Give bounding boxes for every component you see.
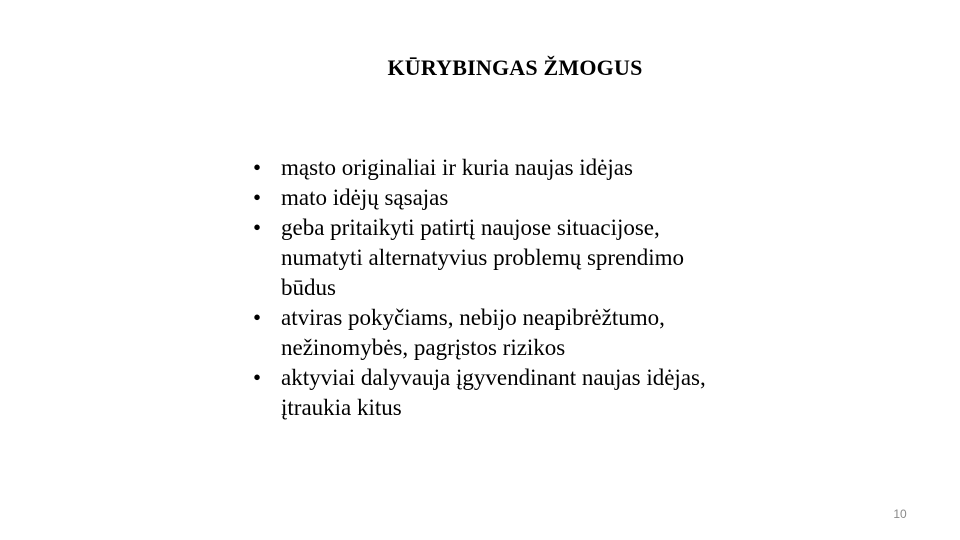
list-item-text: nežinomybės, pagrįstos rizikos: [281, 335, 566, 360]
list-item-text: įtraukia kitus: [281, 395, 402, 420]
list-item-text: atviras pokyčiams, nebijo neapibrėžtumo,: [281, 305, 665, 330]
list-item-text: aktyviai dalyvauja įgyvendinant naujas idėjas,: [281, 365, 706, 390]
bullet-marker: •: [253, 365, 262, 390]
list-item-text: mąsto originaliai ir kuria naujas idėjas: [281, 155, 633, 180]
list-item: [253, 363, 813, 423]
bullet-list: [253, 153, 813, 423]
list-item-text: mato idėjų sąsajas: [281, 185, 449, 210]
list-item: [253, 153, 813, 183]
list-item-text: geba pritaikyti patirtį naujose situacijose,: [281, 215, 660, 240]
bullet-marker: •: [253, 185, 262, 210]
page-number: 10: [893, 507, 907, 521]
list-item-text: numatyti alternatyvius problemų sprendimo: [281, 245, 685, 270]
list-item-text: būdus: [281, 275, 336, 300]
bullet-marker: •: [253, 305, 262, 330]
list-item: [253, 183, 813, 213]
bullet-marker: •: [253, 215, 262, 240]
list-item: [253, 213, 813, 303]
slide-title: KŪRYBINGAS ŽMOGUS: [387, 55, 643, 80]
list-item: [253, 303, 813, 363]
bullet-marker: •: [253, 155, 262, 180]
